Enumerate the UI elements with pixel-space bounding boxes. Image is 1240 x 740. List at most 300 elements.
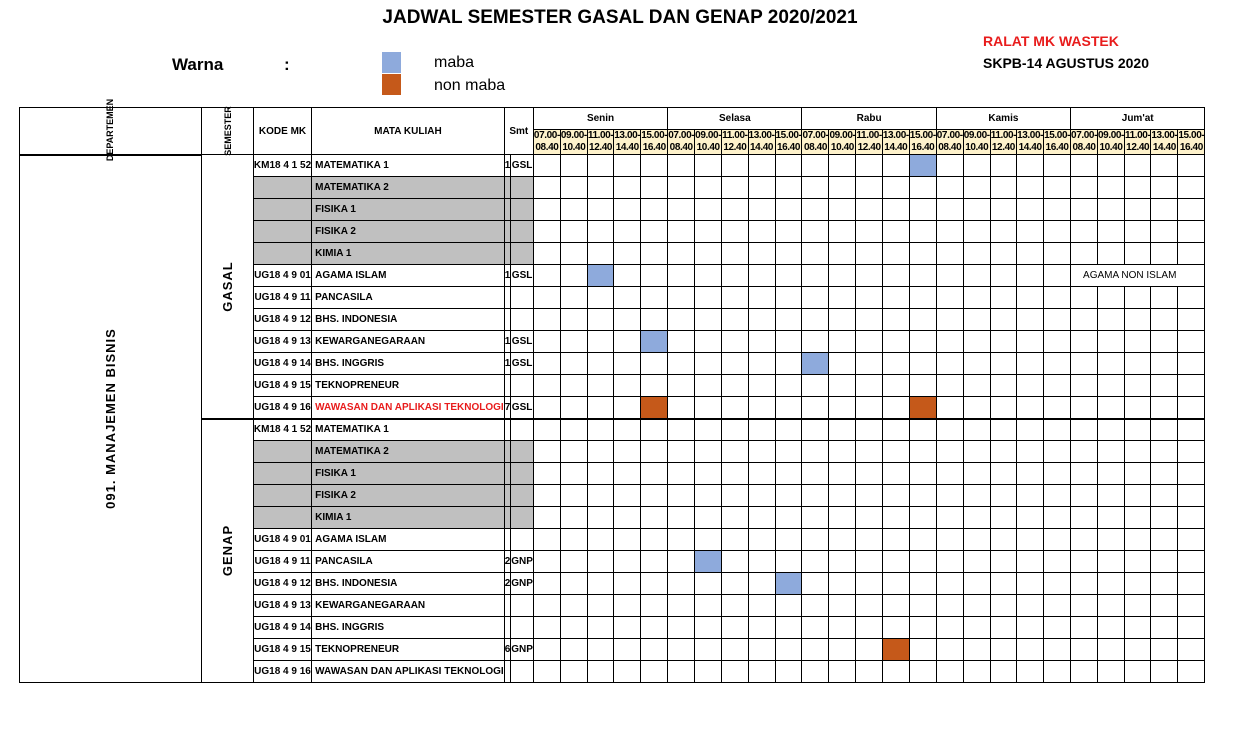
schedule-slot [990, 661, 1016, 683]
time-slot-start: 13.00- [882, 130, 909, 141]
schedule-slot [963, 221, 990, 243]
schedule-slot [1098, 661, 1125, 683]
schedule-slot [722, 441, 748, 463]
schedule-slot [882, 353, 909, 375]
schedule-slot [882, 419, 909, 441]
schedule-slot [1098, 485, 1125, 507]
schedule-slot-nonmaba [909, 397, 936, 419]
schedule-slot [668, 331, 695, 353]
schedule-slot [748, 199, 775, 221]
schedule-slot [802, 617, 829, 639]
schedule-slot [856, 507, 882, 529]
schedule-slot [1124, 375, 1150, 397]
schedule-slot [909, 199, 936, 221]
schedule-slot [1151, 375, 1178, 397]
schedule-slot [533, 463, 560, 485]
schedule-slot [695, 419, 722, 441]
schedule-slot [641, 463, 668, 485]
course-name: AGAMA ISLAM [312, 529, 505, 551]
schedule-slot [533, 595, 560, 617]
schedule-slot [909, 353, 936, 375]
schedule-slot [641, 595, 668, 617]
schedule-slot [1151, 353, 1178, 375]
schedule-slot [1044, 661, 1071, 683]
course-code: UG18 4 9 15 [253, 375, 311, 397]
schedule-slot [587, 177, 613, 199]
schedule-slot [1178, 617, 1205, 639]
header-semester [201, 105, 253, 156]
schedule-slot [936, 331, 963, 353]
schedule-slot [1098, 419, 1125, 441]
schedule-slot [909, 265, 936, 287]
schedule-slot [1098, 309, 1125, 331]
schedule-slot [748, 463, 775, 485]
schedule-slot [990, 353, 1016, 375]
schedule-slot [748, 287, 775, 309]
schedule-slot [695, 397, 722, 419]
schedule-slot [668, 617, 695, 639]
schedule-slot [829, 309, 856, 331]
schedule-slot [668, 309, 695, 331]
schedule-slot [1151, 485, 1178, 507]
time-slot-start: 15.00- [641, 130, 668, 141]
schedule-slot [963, 639, 990, 661]
schedule-slot [533, 375, 560, 397]
schedule-slot [695, 661, 722, 683]
schedule-slot [802, 595, 829, 617]
schedule-slot [641, 617, 668, 639]
schedule-slot [936, 551, 963, 573]
schedule-slot [587, 375, 613, 397]
schedule-slot [614, 529, 641, 551]
schedule-slot [936, 375, 963, 397]
time-slot-end: 12.40 [1126, 142, 1150, 153]
course-smt: 1 [504, 331, 511, 353]
header-time-slot [829, 130, 856, 155]
schedule-slot [856, 199, 882, 221]
schedule-slot [856, 243, 882, 265]
schedule-slot [533, 353, 560, 375]
header-time-slot [560, 130, 587, 155]
time-slot-start: 07.00- [1071, 130, 1098, 141]
header-time-slot [1071, 130, 1098, 155]
course-name: BHS. INGGRIS [312, 617, 505, 639]
time-slot-start: 07.00- [802, 130, 829, 141]
schedule-slot [722, 353, 748, 375]
schedule-slot [1124, 529, 1150, 551]
schedule-slot [909, 617, 936, 639]
schedule-slot [1178, 221, 1205, 243]
schedule-slot [587, 243, 613, 265]
header-time-slot [936, 130, 963, 155]
schedule-slot [963, 331, 990, 353]
schedule-slot [1071, 507, 1098, 529]
schedule-slot [775, 309, 802, 331]
schedule-slot [614, 397, 641, 419]
schedule-slot [829, 375, 856, 397]
schedule-slot [668, 441, 695, 463]
schedule-slot [587, 287, 613, 309]
header-time-slot [775, 130, 802, 155]
schedule-slot [856, 287, 882, 309]
schedule-slot [1071, 551, 1098, 573]
schedule-slot [775, 287, 802, 309]
schedule-slot [802, 287, 829, 309]
course-term: GSL [511, 353, 534, 375]
schedule-slot [668, 243, 695, 265]
schedule-slot [1098, 331, 1125, 353]
schedule-slot [990, 287, 1016, 309]
schedule-slot [963, 441, 990, 463]
schedule-slot [1098, 463, 1125, 485]
schedule-slot [1071, 529, 1098, 551]
schedule-slot [1124, 551, 1150, 573]
schedule-slot [668, 177, 695, 199]
schedule-slot [533, 485, 560, 507]
schedule-slot [533, 331, 560, 353]
header-time-slot [533, 130, 560, 155]
course-code [253, 177, 311, 199]
schedule-slot [560, 595, 587, 617]
schedule-slot [1178, 375, 1205, 397]
schedule-slot [1178, 595, 1205, 617]
schedule-slot [722, 375, 748, 397]
schedule-slot [560, 243, 587, 265]
header-time-slot [802, 130, 829, 155]
schedule-slot [748, 617, 775, 639]
course-term [511, 595, 534, 617]
schedule-slot [668, 375, 695, 397]
course-name: KIMIA 1 [312, 507, 505, 529]
department-cell [20, 155, 202, 683]
header-time-slot [748, 130, 775, 155]
schedule-slot [641, 221, 668, 243]
schedule-slot [1017, 199, 1044, 221]
schedule-slot [1071, 485, 1098, 507]
schedule-slot [1044, 485, 1071, 507]
schedule-slot [695, 243, 722, 265]
schedule-slot [963, 485, 990, 507]
course-name: FISIKA 1 [312, 199, 505, 221]
schedule-slot [1098, 287, 1125, 309]
schedule-slot [802, 507, 829, 529]
schedule-slot [722, 397, 748, 419]
course-code [253, 485, 311, 507]
schedule-slot [748, 573, 775, 595]
schedule-slot [533, 265, 560, 287]
schedule-slot [1017, 485, 1044, 507]
time-slot-end: 16.40 [1179, 142, 1203, 153]
legend-swatch-maba [382, 52, 401, 73]
time-slot-start: 11.00- [990, 130, 1017, 141]
schedule-slot [1124, 177, 1150, 199]
schedule-slot [614, 265, 641, 287]
schedule-slot [587, 309, 613, 331]
schedule-slot [641, 199, 668, 221]
header-time-slot [722, 130, 748, 155]
time-slot-start: 13.00- [1151, 130, 1178, 141]
schedule-slot [641, 507, 668, 529]
course-term: GSL [511, 265, 534, 287]
schedule-slot [748, 309, 775, 331]
schedule-slot [963, 617, 990, 639]
schedule-slot [1124, 661, 1150, 683]
schedule-slot [1071, 441, 1098, 463]
schedule-slot [990, 441, 1016, 463]
schedule-slot [748, 507, 775, 529]
schedule-slot [882, 309, 909, 331]
schedule-slot [695, 529, 722, 551]
schedule-slot [1098, 243, 1125, 265]
schedule-slot [748, 595, 775, 617]
time-slot-end: 08.40 [803, 142, 827, 153]
schedule-slot [1017, 177, 1044, 199]
schedule-slot [587, 397, 613, 419]
schedule-slot [1044, 353, 1071, 375]
schedule-slot [909, 595, 936, 617]
schedule-slot [882, 221, 909, 243]
schedule-slot [909, 177, 936, 199]
schedule-slot [560, 155, 587, 177]
schedule-slot [1044, 375, 1071, 397]
schedule-slot [963, 573, 990, 595]
schedule-slot [1044, 243, 1071, 265]
schedule-slot [587, 595, 613, 617]
schedule-slot [802, 441, 829, 463]
time-slot-start: 07.00- [533, 130, 560, 141]
schedule-slot [668, 639, 695, 661]
schedule-slot [936, 507, 963, 529]
legend-colon: : [284, 55, 290, 74]
header-time-slot [1017, 130, 1044, 155]
course-term [511, 485, 534, 507]
schedule-slot [695, 177, 722, 199]
schedule-slot [856, 595, 882, 617]
schedule-slot [1017, 551, 1044, 573]
schedule-slot [641, 243, 668, 265]
schedule-slot [963, 287, 990, 309]
schedule-slot [533, 507, 560, 529]
schedule-slot [695, 463, 722, 485]
schedule-slot [936, 485, 963, 507]
course-code: UG18 4 9 13 [253, 595, 311, 617]
schedule-slot [695, 639, 722, 661]
schedule-slot [802, 331, 829, 353]
schedule-slot [775, 661, 802, 683]
schedule-slot [1178, 551, 1205, 573]
schedule-slot [587, 485, 613, 507]
schedule-slot [1071, 617, 1098, 639]
course-term: GNP [511, 551, 534, 573]
schedule-slot [614, 331, 641, 353]
schedule-slot [1124, 573, 1150, 595]
legend-item-non-maba: non maba [434, 77, 506, 94]
schedule-slot [963, 529, 990, 551]
schedule-slot [775, 331, 802, 353]
schedule-slot [533, 177, 560, 199]
schedule-slot [1178, 309, 1205, 331]
schedule-slot [909, 309, 936, 331]
schedule-slot [802, 639, 829, 661]
course-term [511, 243, 534, 265]
schedule-slot [533, 419, 560, 441]
course-code: UG18 4 9 11 [253, 551, 311, 573]
time-slot-start: 15.00- [1044, 130, 1071, 141]
course-smt: 2 [504, 551, 511, 573]
schedule-slot [1017, 353, 1044, 375]
schedule-slot [1071, 287, 1098, 309]
schedule-slot [695, 265, 722, 287]
schedule-slot [1044, 551, 1071, 573]
schedule-slot [533, 199, 560, 221]
schedule-slot [1178, 353, 1205, 375]
course-name: PANCASILA [312, 287, 505, 309]
course-code: UG18 4 9 15 [253, 639, 311, 661]
schedule-slot [775, 353, 802, 375]
header-departemen-label: DEPARTEMEN [105, 99, 116, 162]
schedule-slot [990, 309, 1016, 331]
time-slot-start: 15.00- [1178, 130, 1205, 141]
time-slot-end: 10.40 [830, 142, 854, 153]
schedule-slot [1017, 661, 1044, 683]
schedule-slot [560, 287, 587, 309]
schedule-slot [990, 639, 1016, 661]
time-slot-start: 11.00- [722, 130, 748, 141]
schedule-slot [882, 375, 909, 397]
schedule-slot [802, 529, 829, 551]
course-name: TEKNOPRENEUR [312, 375, 505, 397]
schedule-slot [990, 485, 1016, 507]
schedule-slot [1178, 529, 1205, 551]
schedule-slot [1151, 507, 1178, 529]
schedule-slot [614, 375, 641, 397]
schedule-slot [775, 397, 802, 419]
schedule-slot [641, 375, 668, 397]
schedule-slot [587, 221, 613, 243]
course-code: UG18 4 9 16 [253, 661, 311, 683]
schedule-slot [829, 485, 856, 507]
course-name: KEWARGANEGARAAN [312, 331, 505, 353]
schedule-slot [1178, 397, 1205, 419]
course-name: KEWARGANEGARAAN [312, 595, 505, 617]
department-label: 091. MANAJEMEN BISNIS [102, 328, 118, 510]
time-slot-start: 09.00- [560, 130, 587, 141]
schedule-slot [1098, 199, 1125, 221]
schedule-slot [587, 507, 613, 529]
schedule-slot [1071, 463, 1098, 485]
header-time-slot [587, 130, 613, 155]
schedule-slot [722, 617, 748, 639]
schedule-slot [587, 331, 613, 353]
schedule-slot [587, 353, 613, 375]
schedule-slot [936, 265, 963, 287]
schedule-slot [614, 353, 641, 375]
schedule-slot [1098, 573, 1125, 595]
schedule-slot [560, 639, 587, 661]
schedule-slot [856, 661, 882, 683]
time-slot-start: 15.00- [909, 130, 936, 141]
schedule-slot [748, 661, 775, 683]
schedule-slot [668, 463, 695, 485]
schedule-slot [1017, 331, 1044, 353]
schedule-slot [936, 419, 963, 441]
schedule-slot [614, 507, 641, 529]
schedule-slot [856, 221, 882, 243]
schedule-slot [775, 463, 802, 485]
course-code [253, 507, 311, 529]
schedule-slot-maba [802, 353, 829, 375]
schedule-slot [1098, 375, 1125, 397]
schedule-slot [909, 287, 936, 309]
header-day-1: Selasa [668, 108, 802, 130]
time-slot-start: 11.00- [587, 130, 614, 141]
course-term [511, 441, 534, 463]
schedule-slot [1151, 639, 1178, 661]
schedule-slot [614, 243, 641, 265]
course-term [511, 221, 534, 243]
time-slot-start: 09.00- [1098, 130, 1124, 141]
schedule-note: AGAMA NON ISLAM [1071, 265, 1205, 287]
schedule-slot [533, 287, 560, 309]
schedule-slot [1178, 639, 1205, 661]
course-name: TEKNOPRENEUR [312, 639, 505, 661]
schedule-slot [882, 243, 909, 265]
schedule-slot [802, 419, 829, 441]
schedule-slot [1178, 177, 1205, 199]
schedule-slot [560, 661, 587, 683]
course-smt: 1 [504, 353, 511, 375]
schedule-slot [641, 661, 668, 683]
schedule-slot [748, 353, 775, 375]
course-term [511, 617, 534, 639]
schedule-slot [748, 177, 775, 199]
schedule-slot [560, 419, 587, 441]
time-slot-end: 08.40 [535, 142, 559, 153]
schedule-slot [963, 551, 990, 573]
header-time-slot [882, 130, 909, 155]
schedule-slot [882, 463, 909, 485]
course-code: UG18 4 9 13 [253, 331, 311, 353]
schedule-slot [533, 573, 560, 595]
semester-cell-gasal [201, 155, 253, 419]
schedule-slot [1124, 485, 1150, 507]
schedule-slot [560, 529, 587, 551]
schedule-slot [641, 353, 668, 375]
schedule-slot [614, 595, 641, 617]
schedule-slot [936, 243, 963, 265]
schedule-slot [560, 573, 587, 595]
schedule-slot [1124, 221, 1150, 243]
schedule-slot [668, 661, 695, 683]
schedule-slot [533, 661, 560, 683]
schedule-slot [722, 507, 748, 529]
course-name: BHS. INGGRIS [312, 353, 505, 375]
schedule-slot [1124, 595, 1150, 617]
schedule-slot [882, 573, 909, 595]
schedule-slot [668, 155, 695, 177]
time-slot-end: 10.40 [696, 142, 720, 153]
schedule-slot [936, 573, 963, 595]
schedule-slot [695, 441, 722, 463]
schedule-slot [1098, 507, 1125, 529]
schedule-slot [748, 397, 775, 419]
schedule-slot [909, 221, 936, 243]
schedule-slot [587, 617, 613, 639]
schedule-slot [1151, 221, 1178, 243]
course-term: GSL [511, 397, 534, 419]
schedule-slot-maba [909, 155, 936, 177]
schedule-slot [614, 639, 641, 661]
